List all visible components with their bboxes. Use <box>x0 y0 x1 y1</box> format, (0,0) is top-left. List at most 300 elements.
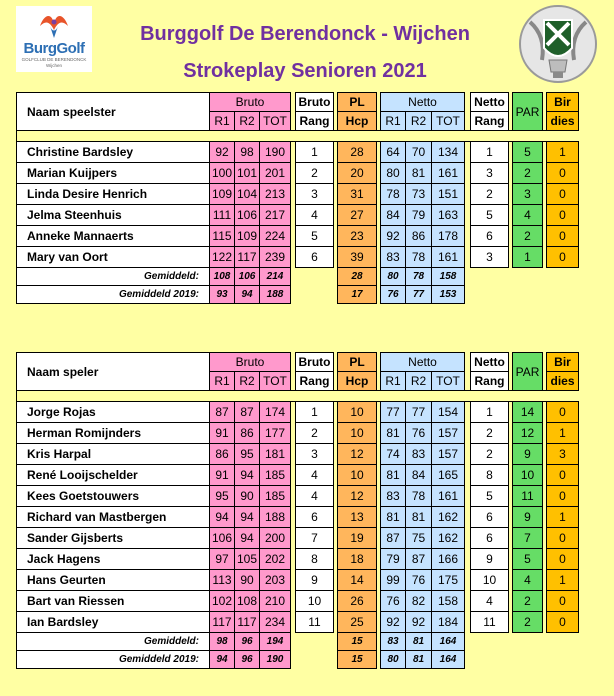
birdies-cell: 0 <box>547 205 579 226</box>
avg-netto-tot: 164 <box>432 651 465 669</box>
bruto-tot-cell: 188 <box>260 507 291 528</box>
pl-hcp-cell: 14 <box>338 570 377 591</box>
bruto-r1-cell: 91 <box>210 465 235 486</box>
par-header: PAR <box>513 353 543 391</box>
avg-bruto-tot: 188 <box>260 286 291 304</box>
average-label: Gemiddeld 2019: <box>17 651 210 669</box>
bruto-r1-cell: 113 <box>210 570 235 591</box>
par-cell: 14 <box>513 402 543 423</box>
netto-r1-cell: 87 <box>381 528 406 549</box>
netto-r2-cell: 75 <box>406 528 432 549</box>
bruto-r1-cell: 87 <box>210 402 235 423</box>
average-2019-row <box>17 651 579 669</box>
bruto-r2-cell: 106 <box>235 205 260 226</box>
par-cell: 2 <box>513 226 543 247</box>
avg-bruto-tot: 194 <box>260 633 291 651</box>
bruto-tot-cell: 185 <box>260 465 291 486</box>
bruto-tot-cell: 202 <box>260 549 291 570</box>
netto-r1-cell: 79 <box>381 549 406 570</box>
birdies-cell: 0 <box>547 549 579 570</box>
netto-rang-cell: 5 <box>471 205 509 226</box>
pl-hcp-cell: 26 <box>338 591 377 612</box>
par-cell: 11 <box>513 486 543 507</box>
avg-netto-r2: 81 <box>406 633 432 651</box>
par-cell: 5 <box>513 142 543 163</box>
average-2019-row <box>17 286 579 304</box>
netto-rang-cell: 5 <box>471 486 509 507</box>
par-cell: 12 <box>513 423 543 444</box>
pl-hcp-cell: 25 <box>338 612 377 633</box>
par-cell: 4 <box>513 205 543 226</box>
par-cell: 1 <box>513 247 543 268</box>
netto-r1-cell: 99 <box>381 570 406 591</box>
avg-netto-tot: 153 <box>432 286 465 304</box>
player-name: Jorge Rojas <box>17 402 210 423</box>
pl-hcp-cell: 10 <box>338 402 377 423</box>
netto-r2-cell: 78 <box>406 247 432 268</box>
player-name: Sander Gijsberts <box>17 528 210 549</box>
average-label: Gemiddeld 2019: <box>17 286 210 304</box>
bruto-r1-cell: 94 <box>210 507 235 528</box>
bruto-r1-cell: 97 <box>210 549 235 570</box>
bruto-rang-header-1: Bruto <box>296 93 334 112</box>
bruto-r2-cell: 109 <box>235 226 260 247</box>
pl-hcp-cell: 20 <box>338 163 377 184</box>
player-name: Christine Bardsley <box>17 142 210 163</box>
player-name: Jelma Steenhuis <box>17 205 210 226</box>
netto-r2-cell: 76 <box>406 423 432 444</box>
birdies-cell: 0 <box>547 591 579 612</box>
bird-icon <box>36 8 72 40</box>
par-cell: 4 <box>513 570 543 591</box>
birdies-header-1: Bir <box>547 93 579 112</box>
netto-r1-cell: 84 <box>381 205 406 226</box>
avg-bruto-r2: 96 <box>235 651 260 669</box>
bruto-rang-header-1: Bruto <box>296 353 334 372</box>
player-row <box>17 163 579 184</box>
netto-r1-cell: 77 <box>381 402 406 423</box>
birdies-header-1: Bir <box>547 353 579 372</box>
bruto-r1-cell: 117 <box>210 612 235 633</box>
bruto-rang-cell: 7 <box>296 528 334 549</box>
page-header <box>0 0 614 88</box>
bruto-rang-cell: 3 <box>296 444 334 465</box>
birdies-cell: 0 <box>547 184 579 205</box>
netto-r2-cell: 92 <box>406 612 432 633</box>
netto-r1-cell: 76 <box>381 591 406 612</box>
avg-netto-tot: 158 <box>432 268 465 286</box>
birdies-cell: 1 <box>547 507 579 528</box>
par-cell: 5 <box>513 549 543 570</box>
netto-tot-cell: 175 <box>432 570 465 591</box>
player-row <box>17 591 579 612</box>
par-header: PAR <box>513 93 543 131</box>
birdies-cell: 1 <box>547 570 579 591</box>
average-row <box>17 268 579 286</box>
logo-brand: BurgGolf <box>23 40 85 57</box>
bruto-tot-cell: 213 <box>260 184 291 205</box>
player-row <box>17 528 579 549</box>
netto-r1-header: R1 <box>381 112 406 131</box>
netto-r1-cell: 81 <box>381 465 406 486</box>
bruto-rang-cell: 4 <box>296 486 334 507</box>
netto-rang-header-1: Netto <box>471 353 509 372</box>
bruto-rang-cell: 2 <box>296 163 334 184</box>
birdies-cell: 0 <box>547 486 579 507</box>
birdies-cell: 1 <box>547 423 579 444</box>
bruto-rang-cell: 9 <box>296 570 334 591</box>
avg-bruto-tot: 214 <box>260 268 291 286</box>
birdies-cell: 0 <box>547 402 579 423</box>
netto-tot-cell: 161 <box>432 486 465 507</box>
bruto-rang-cell: 11 <box>296 612 334 633</box>
netto-rang-header-2: Rang <box>471 372 509 391</box>
bruto-rang-cell: 3 <box>296 184 334 205</box>
netto-r1-cell: 92 <box>381 226 406 247</box>
player-name: René Looijschelder <box>17 465 210 486</box>
netto-rang-header-2: Rang <box>471 112 509 131</box>
pl-header-2: Hcp <box>338 372 377 391</box>
netto-tot-cell: 178 <box>432 226 465 247</box>
player-name: Kees Goetstouwers <box>17 486 210 507</box>
player-name: Anneke Mannaerts <box>17 226 210 247</box>
pl-hcp-cell: 12 <box>338 486 377 507</box>
avg-bruto-r1: 93 <box>210 286 235 304</box>
player-name: Jack Hagens <box>17 549 210 570</box>
bruto-r1-cell: 106 <box>210 528 235 549</box>
bruto-r1-cell: 95 <box>210 486 235 507</box>
average-label: Gemiddeld: <box>17 268 210 286</box>
logo-subtitle: GOLFCLUB DE BERENDONCK <box>21 57 87 62</box>
netto-r2-cell: 78 <box>406 486 432 507</box>
bruto-r1-cell: 109 <box>210 184 235 205</box>
netto-r2-cell: 84 <box>406 465 432 486</box>
par-cell: 2 <box>513 163 543 184</box>
netto-r2-header: R2 <box>406 112 432 131</box>
player-row <box>17 549 579 570</box>
birdies-cell: 1 <box>547 142 579 163</box>
netto-rang-cell: 4 <box>471 591 509 612</box>
bruto-r1-header: R1 <box>210 112 235 131</box>
player-name: Ian Bardsley <box>17 612 210 633</box>
bruto-tot-cell: 181 <box>260 444 291 465</box>
netto-tot-cell: 134 <box>432 142 465 163</box>
avg-netto-r1: 80 <box>381 651 406 669</box>
netto-tot-cell: 161 <box>432 247 465 268</box>
pl-header-1: PL <box>338 93 377 112</box>
player-name: Bart van Riessen <box>17 591 210 612</box>
netto-rang-cell: 3 <box>471 163 509 184</box>
bruto-r1-cell: 111 <box>210 205 235 226</box>
bruto-r2-cell: 108 <box>235 591 260 612</box>
par-cell: 2 <box>513 591 543 612</box>
netto-rang-cell: 9 <box>471 549 509 570</box>
netto-r1-header: R1 <box>381 372 406 391</box>
birdies-cell: 0 <box>547 465 579 486</box>
player-name: Mary van Oort <box>17 247 210 268</box>
avg-bruto-r2: 94 <box>235 286 260 304</box>
netto-rang-cell: 6 <box>471 528 509 549</box>
netto-rang-header-1: Netto <box>471 93 509 112</box>
avg-netto-r1: 80 <box>381 268 406 286</box>
birdies-cell: 0 <box>547 163 579 184</box>
page-subtitle: Strokeplay Senioren 2021 <box>183 60 427 82</box>
player-row <box>17 486 579 507</box>
netto-r1-cell: 83 <box>381 486 406 507</box>
player-name: Richard van Mastbergen <box>17 507 210 528</box>
pl-hcp-cell: 27 <box>338 205 377 226</box>
bruto-tot-header: TOT <box>260 112 291 131</box>
bruto-r2-cell: 98 <box>235 142 260 163</box>
netto-rang-cell: 2 <box>471 184 509 205</box>
pl-hcp-cell: 12 <box>338 444 377 465</box>
player-row <box>17 205 579 226</box>
player-row <box>17 465 579 486</box>
bruto-r2-header: R2 <box>235 112 260 131</box>
bruto-r1-cell: 102 <box>210 591 235 612</box>
bruto-tot-cell: 185 <box>260 486 291 507</box>
birdies-header-2: dies <box>547 372 579 391</box>
netto-tot-cell: 166 <box>432 549 465 570</box>
netto-tot-cell: 162 <box>432 507 465 528</box>
ladies-results-table <box>16 92 579 304</box>
netto-tot-header: TOT <box>432 112 465 131</box>
netto-rang-cell: 2 <box>471 423 509 444</box>
avg-netto-tot: 164 <box>432 633 465 651</box>
bruto-r1-cell: 115 <box>210 226 235 247</box>
bruto-rang-cell: 1 <box>296 142 334 163</box>
bruto-tot-cell: 201 <box>260 163 291 184</box>
birdies-cell: 0 <box>547 528 579 549</box>
par-cell: 2 <box>513 612 543 633</box>
bruto-tot-cell: 234 <box>260 612 291 633</box>
bruto-r2-cell: 101 <box>235 163 260 184</box>
player-row <box>17 226 579 247</box>
pl-hcp-cell: 13 <box>338 507 377 528</box>
avg-pl-hcp: 15 <box>338 651 377 669</box>
bruto-header: Bruto <box>210 353 291 372</box>
bruto-r2-cell: 117 <box>235 247 260 268</box>
player-row <box>17 142 579 163</box>
name-column-header: Naam speelster <box>17 93 210 131</box>
birdies-cell: 0 <box>547 247 579 268</box>
bruto-r2-cell: 87 <box>235 402 260 423</box>
pl-hcp-cell: 39 <box>338 247 377 268</box>
player-row <box>17 507 579 528</box>
pl-hcp-cell: 23 <box>338 226 377 247</box>
player-name: Kris Harpal <box>17 444 210 465</box>
bruto-r2-cell: 94 <box>235 507 260 528</box>
par-cell: 10 <box>513 465 543 486</box>
avg-pl-hcp: 15 <box>338 633 377 651</box>
avg-bruto-r2: 106 <box>235 268 260 286</box>
bruto-rang-header-2: Rang <box>296 112 334 131</box>
avg-netto-r1: 83 <box>381 633 406 651</box>
bruto-r2-header: R2 <box>235 372 260 391</box>
pl-header-2: Hcp <box>338 112 377 131</box>
netto-header: Netto <box>381 353 465 372</box>
birdies-cell: 0 <box>547 612 579 633</box>
avg-netto-r2: 78 <box>406 268 432 286</box>
bruto-r2-cell: 94 <box>235 528 260 549</box>
netto-r2-cell: 83 <box>406 444 432 465</box>
bruto-rang-header-2: Rang <box>296 372 334 391</box>
bruto-rang-cell: 1 <box>296 402 334 423</box>
avg-netto-r2: 77 <box>406 286 432 304</box>
player-row <box>17 184 579 205</box>
men-results-table <box>16 352 579 669</box>
bruto-r1-cell: 92 <box>210 142 235 163</box>
netto-r2-cell: 87 <box>406 549 432 570</box>
netto-r2-cell: 70 <box>406 142 432 163</box>
bruto-r1-cell: 122 <box>210 247 235 268</box>
netto-r2-cell: 86 <box>406 226 432 247</box>
player-name: Linda Desire Henrich <box>17 184 210 205</box>
name-column-header: Naam speler <box>17 353 210 391</box>
page-title: Burggolf De Berendonck - Wijchen <box>140 23 470 45</box>
netto-r2-cell: 73 <box>406 184 432 205</box>
netto-r1-cell: 83 <box>381 247 406 268</box>
netto-rang-cell: 10 <box>471 570 509 591</box>
bruto-r2-cell: 95 <box>235 444 260 465</box>
bruto-tot-cell: 224 <box>260 226 291 247</box>
netto-r2-cell: 76 <box>406 570 432 591</box>
netto-r1-cell: 64 <box>381 142 406 163</box>
pl-hcp-cell: 31 <box>338 184 377 205</box>
netto-r2-cell: 81 <box>406 507 432 528</box>
birdies-cell: 0 <box>547 226 579 247</box>
bruto-tot-cell: 203 <box>260 570 291 591</box>
bruto-r2-cell: 117 <box>235 612 260 633</box>
birdies-header-2: dies <box>547 112 579 131</box>
bruto-r1-cell: 91 <box>210 423 235 444</box>
netto-tot-cell: 162 <box>432 528 465 549</box>
netto-r2-header: R2 <box>406 372 432 391</box>
average-row <box>17 633 579 651</box>
netto-tot-cell: 184 <box>432 612 465 633</box>
bruto-r2-cell: 94 <box>235 465 260 486</box>
player-row <box>17 247 579 268</box>
pl-hcp-cell: 19 <box>338 528 377 549</box>
player-name: Herman Romijnders <box>17 423 210 444</box>
netto-r1-cell: 80 <box>381 163 406 184</box>
netto-r2-cell: 77 <box>406 402 432 423</box>
bruto-rang-cell: 8 <box>296 549 334 570</box>
bruto-tot-header: TOT <box>260 372 291 391</box>
netto-tot-cell: 157 <box>432 444 465 465</box>
bruto-tot-cell: 200 <box>260 528 291 549</box>
bruto-header: Bruto <box>210 93 291 112</box>
bruto-r1-header: R1 <box>210 372 235 391</box>
bruto-rang-cell: 10 <box>296 591 334 612</box>
par-cell: 9 <box>513 507 543 528</box>
bruto-tot-cell: 190 <box>260 142 291 163</box>
netto-tot-cell: 161 <box>432 163 465 184</box>
bruto-tot-cell: 210 <box>260 591 291 612</box>
bruto-tot-cell: 174 <box>260 402 291 423</box>
avg-netto-r1: 76 <box>381 286 406 304</box>
logo-subtitle-city: Wijchen <box>45 63 62 68</box>
bruto-tot-cell: 239 <box>260 247 291 268</box>
avg-bruto-r1: 94 <box>210 651 235 669</box>
pl-header-1: PL <box>338 353 377 372</box>
netto-r2-cell: 81 <box>406 163 432 184</box>
netto-r2-cell: 79 <box>406 205 432 226</box>
netto-rang-cell: 8 <box>471 465 509 486</box>
netto-tot-header: TOT <box>432 372 465 391</box>
pl-hcp-cell: 18 <box>338 549 377 570</box>
bruto-rang-cell: 4 <box>296 465 334 486</box>
bruto-rang-cell: 5 <box>296 226 334 247</box>
avg-bruto-r1: 108 <box>210 268 235 286</box>
bruto-r1-cell: 86 <box>210 444 235 465</box>
pl-hcp-cell: 10 <box>338 465 377 486</box>
bruto-r2-cell: 86 <box>235 423 260 444</box>
burggolf-logo <box>16 6 92 72</box>
avg-pl-hcp: 28 <box>338 268 377 286</box>
bruto-tot-cell: 217 <box>260 205 291 226</box>
average-label: Gemiddeld: <box>17 633 210 651</box>
bruto-r1-cell: 100 <box>210 163 235 184</box>
avg-pl-hcp: 17 <box>338 286 377 304</box>
bruto-r2-cell: 90 <box>235 486 260 507</box>
player-name: Marian Kuijpers <box>17 163 210 184</box>
bruto-tot-cell: 177 <box>260 423 291 444</box>
netto-r1-cell: 74 <box>381 444 406 465</box>
club-crest-icon <box>516 2 600 86</box>
netto-rang-cell: 2 <box>471 444 509 465</box>
netto-tot-cell: 157 <box>432 423 465 444</box>
bruto-rang-cell: 6 <box>296 247 334 268</box>
netto-rang-cell: 3 <box>471 247 509 268</box>
netto-tot-cell: 158 <box>432 591 465 612</box>
bruto-rang-cell: 2 <box>296 423 334 444</box>
avg-bruto-r2: 96 <box>235 633 260 651</box>
player-name: Hans Geurten <box>17 570 210 591</box>
netto-header: Netto <box>381 93 465 112</box>
netto-r1-cell: 81 <box>381 423 406 444</box>
netto-r2-cell: 82 <box>406 591 432 612</box>
bruto-r2-cell: 90 <box>235 570 260 591</box>
bruto-rang-cell: 4 <box>296 205 334 226</box>
netto-r1-cell: 78 <box>381 184 406 205</box>
player-row <box>17 612 579 633</box>
netto-tot-cell: 165 <box>432 465 465 486</box>
bruto-r2-cell: 104 <box>235 184 260 205</box>
netto-rang-cell: 1 <box>471 402 509 423</box>
par-cell: 7 <box>513 528 543 549</box>
netto-tot-cell: 151 <box>432 184 465 205</box>
netto-tot-cell: 154 <box>432 402 465 423</box>
player-row <box>17 444 579 465</box>
bruto-rang-cell: 6 <box>296 507 334 528</box>
netto-rang-cell: 1 <box>471 142 509 163</box>
par-cell: 9 <box>513 444 543 465</box>
par-cell: 3 <box>513 184 543 205</box>
avg-bruto-tot: 190 <box>260 651 291 669</box>
netto-rang-cell: 6 <box>471 226 509 247</box>
pl-hcp-cell: 28 <box>338 142 377 163</box>
player-row <box>17 570 579 591</box>
netto-r1-cell: 92 <box>381 612 406 633</box>
avg-bruto-r1: 98 <box>210 633 235 651</box>
netto-rang-cell: 6 <box>471 507 509 528</box>
netto-r1-cell: 81 <box>381 507 406 528</box>
avg-netto-r2: 81 <box>406 651 432 669</box>
netto-rang-cell: 11 <box>471 612 509 633</box>
player-row <box>17 423 579 444</box>
bruto-r2-cell: 105 <box>235 549 260 570</box>
